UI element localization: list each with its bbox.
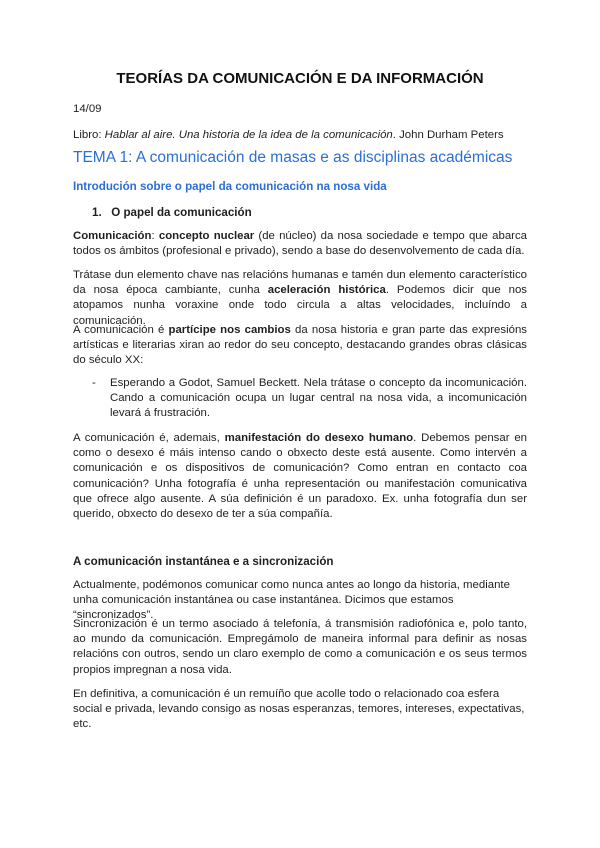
p2-bold-1: aceleración histórica	[267, 284, 386, 297]
paragraph-3	[73, 323, 527, 369]
p1-text-2: (de núcleo) da nosa sociedade e tempo que abarca todos os ámbitos (profesional e privado), sendo a base do desenvolvemento de cada día.	[73, 230, 527, 258]
bullet-dash: -	[92, 377, 96, 389]
paragraph-5: Actualmente, podémonos comunicar como nunca antes ao longo da historia, mediante unha comunicación instantánea ou case instantánea. Dicimos que estamos “sincronizados”.	[73, 579, 510, 622]
p3-text-2: da nosa historia e gran parte das expresións artísticas e literarias xiran ao redor do seu concepto, destacando grandes obras clásicas do século XX:	[73, 324, 527, 367]
section-1-heading	[92, 206, 252, 219]
section-1-title: O papel da comunicación	[111, 206, 252, 219]
document-title: TEORÍAS DA COMUNICACIÓN E DA INFORMACIÓN	[116, 70, 484, 87]
bullet-text: Esperando a Godot, Samuel Beckett. Nela trátase o concepto da incomunicación. Cando a comunicación ocupa un lugar central na nosa vida, a incomunicación levará á frustración.	[110, 377, 527, 420]
p4-text-1: A comunicación é, ademais,	[73, 432, 225, 444]
book-author: . John Durham Peters	[392, 129, 504, 141]
p3-bold-1: partícipe nos cambios	[168, 324, 291, 336]
tema-heading: TEMA 1: A comunicación de masas e as disciplinas académicas	[73, 149, 513, 166]
p1-text-1: :	[151, 230, 159, 242]
p2-text-2: . Podemos dicir que nos atopamos nunha voraxine onde todo circula a altas velocidades, incluíndo a comunicación.	[73, 284, 528, 327]
section-1-number: 1.	[92, 206, 102, 219]
paragraph-7: En definitiva, a comunicación é un remuíño que acolle todo o relacionado coa esfera social e privada, levando consigo as nosas esperanzas, temores, intereses, expectativas, etc.	[73, 688, 525, 731]
p4-bold-1: manifestación do desexo humano	[224, 432, 414, 444]
paragraph-1	[73, 229, 527, 259]
p1-bold-2: concepto nuclear	[158, 230, 255, 242]
date-line: 14/09	[73, 103, 102, 115]
book-prefix: Libro:	[73, 129, 105, 141]
paragraph-6: Sincronización é un termo asociado á telefonía, á transmisión radiofónica e, polo tanto, ao mundo da comunicación. Empregámolo de maneira informal para definir as nosas relacións con outros, sendo un claro exemplo de como a comunicación e os seus termos propios impregnan a nosa vida.	[73, 618, 527, 676]
p4-text-2: . Debemos pensar en como o desexo é máis intenso cando o obxecto deste está ausente. Como intervén a comunicación e os dispositivos de comunicación? Como entran en contacto coa comunicación? Unha fotografía é unha representación ou manifestación comunicativa que ofrece algo ausente. A súa definición é un paradoxo. Ex. unha fotografía dun ser querido, obxecto do desexo de ter a súa compañía.	[73, 432, 527, 521]
section-2-heading: A comunicación instantánea e a sincronización	[73, 555, 334, 568]
intro-heading: Introdución sobre o papel da comunicación na nosa vida	[73, 180, 387, 193]
p3-text-1: A comunicación é	[73, 324, 169, 336]
book-reference	[73, 128, 553, 143]
p1-bold-1: Comunicación	[73, 230, 152, 242]
p2-text-1: Trátase dun elemento chave nas relacións humanas e tamén dun elemento característico da nosa época cambiante, cunha	[73, 269, 527, 297]
paragraph-4	[73, 431, 527, 522]
book-title: Hablar al aire. Una historia de la idea de la comunicación	[104, 129, 393, 141]
paragraph-2	[73, 268, 527, 329]
